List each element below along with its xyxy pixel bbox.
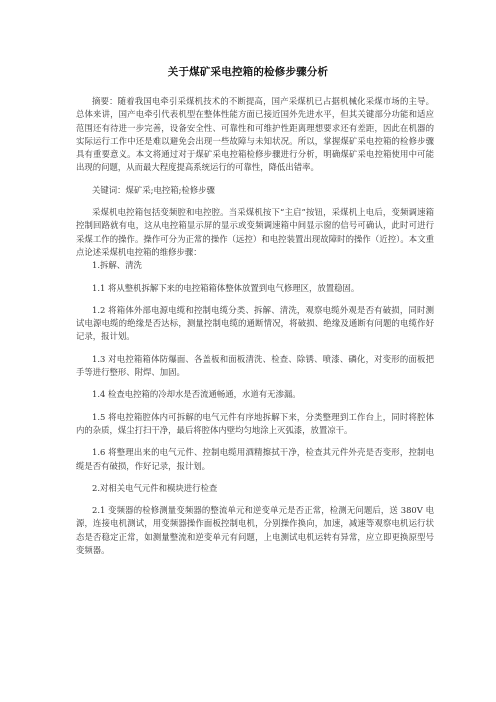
list-item: 1.4 检查电控箱的冷却水是否流通畅通，水道有无渗漏。 <box>92 389 301 400</box>
list-item: 1.3 对电控箱箱体防爆面、各盖板和面板清洗、检查、除锈、喷漆、磷化，对变形的面板把手等进行整形、附焊、加固。 <box>76 353 434 378</box>
list-item: 1.2 将箱体外部电源电缆和控制电缆分类、拆解、清洗，观察电缆外观是否有破损，同时测试电源电缆的绝缘是否达标，测量控制电缆的通断情况，将破损、绝缘及通断有问题的电缆作好记录，报计划。 <box>76 304 434 342</box>
list-item: 2.1 变频器的检修测量变频器的整流单元和逆变单元是否正常，检测无问题后，送 380V 电源，连接电机测试，用变频器操作面板控制电机，分别操作换向，加速，减速等观察电机运行状态是否稳定正常，如测量整流和逆变单元有问题，上电测试电机运转有异常，应立即更换原型号变频器。 <box>76 505 434 556</box>
list-item: 1.1 将从整机拆解下来的电控箱箱体整体放置到电气修理区，放置稳固。 <box>92 282 360 293</box>
list-item: 1.5 将电控箱腔体内可拆解的电气元件有序地拆解下来，分类整理到工作台上，同时将腔体内的杂质，煤尘打扫干净，最后将腔体内壁均匀地涂上灭弧漆，放置凉干。 <box>76 411 434 435</box>
section-heading-2: 2.对相关电气元件和模块进行检查 <box>92 482 218 493</box>
list-item: 1.6 将整理出来的电气元件、控制电缆用酒精擦拭干净，检查其元件外壳是否变形，控制电缆是否有破损，作好记录，报计划。 <box>76 447 434 471</box>
section-heading-1: 1.拆解、清洗 <box>92 260 142 271</box>
keywords-line: 关键词：煤矿采;电控箱;检修步骤 <box>92 184 215 195</box>
document-body <box>76 95 434 557</box>
abstract-paragraph: 摘要：随着我国电牵引采煤机技术的不断提高，国产采煤机已占据机械化采煤市场的主导。总体来讲，国产电牵引代表机型在整体性能方面已接近国外先进水平，但其关键部分功能和适应范围还有待进一步完善，设备安全性、可靠性和可维护性距离理想要求还有差距，因此在机器的实际运行工作中还是难以避免会出现一些故障与未知状况。所以，掌握煤矿采电控箱的检修步骤具有重要意义。本文将通过对于煤矿采电控箱检修步骤进行分析，明确煤矿采电控箱使用中可能出现的问题，从而最大程度提高系统运行的可靠性，降低出错率。 <box>76 96 434 173</box>
document-title: 关于煤矿采电控箱的检修步骤分析 <box>167 66 329 78</box>
intro-paragraph: 采煤机电控箱包括变频腔和电控腔。当采煤机按下“主启”按钮，采煤机上电后，变频调速箱控制回路就有电，这从电控箱显示屏的显示或变频调速箱中间显示窗的信号可确认，此时可进行采煤工作的操作。操作可分为正常的操作（远控）和电控装置出现故障时的操作（近控）。本文重点论述采煤机电控箱的维修步骤： <box>76 207 434 257</box>
